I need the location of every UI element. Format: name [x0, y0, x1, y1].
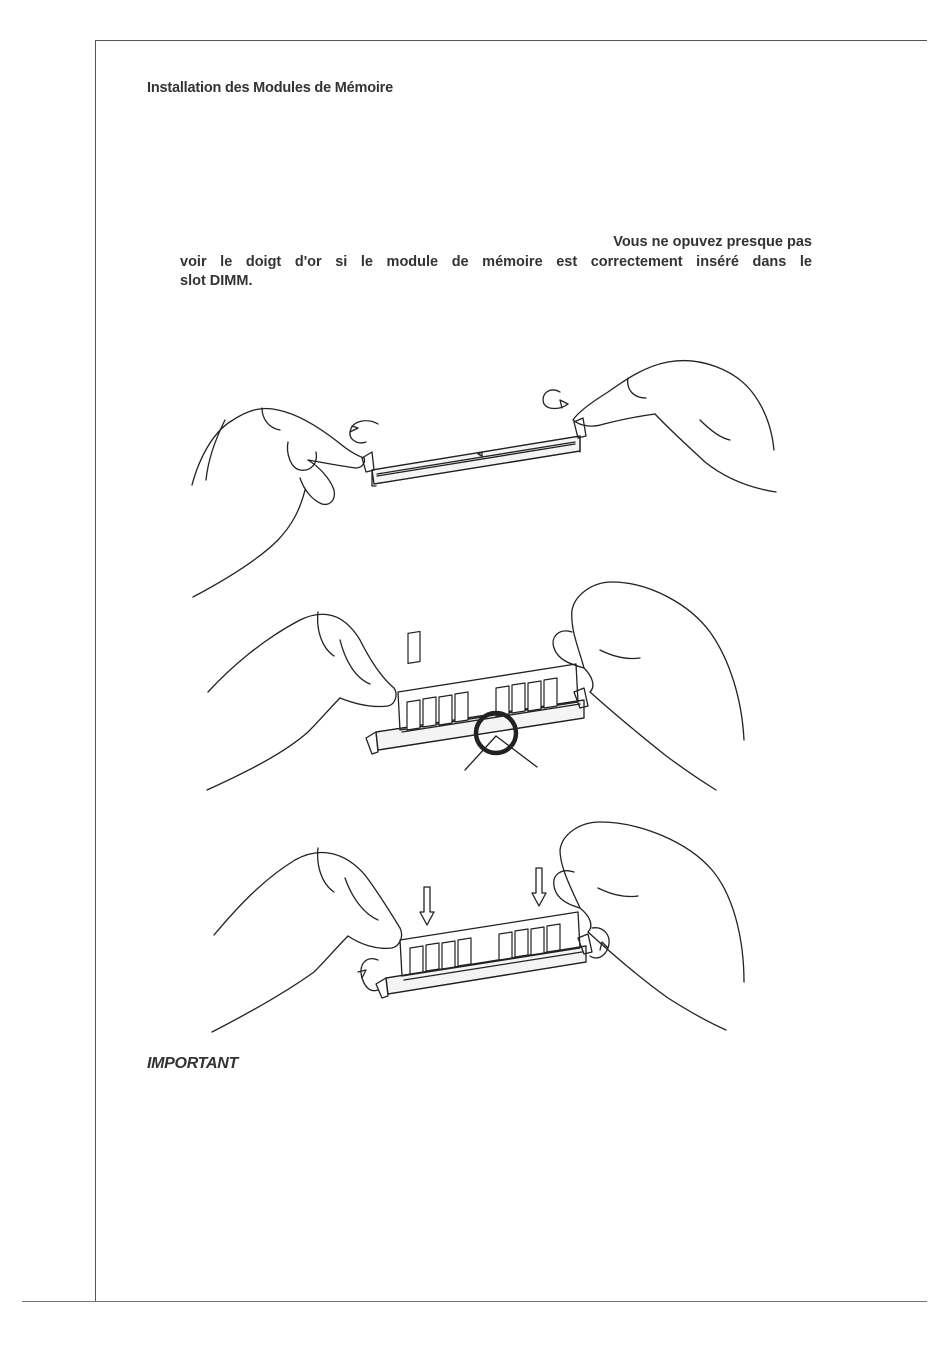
right-hand — [553, 582, 744, 790]
figure-step-3-insert-module — [212, 822, 744, 1032]
figure-step-1-open-clips — [192, 361, 776, 597]
note-line-2: voir le doigt d'or si le module de mémoire est correctement inséré dans le — [180, 253, 812, 270]
note-line-3: slot DIMM. — [180, 273, 253, 289]
down-arrow-right-icon — [532, 868, 546, 906]
figure-step-2-align-notch — [207, 582, 744, 790]
right-hand — [554, 822, 744, 1030]
dimm-slot — [362, 418, 586, 486]
rotate-arrow-left-icon — [350, 421, 378, 443]
left-hand — [207, 612, 396, 790]
down-arrow-left-icon — [420, 887, 434, 925]
rotate-arrow-right-icon — [543, 390, 568, 409]
left-hand — [212, 848, 402, 1032]
left-hand — [192, 408, 365, 597]
right-hand — [573, 361, 776, 492]
rotate-arrow-left-icon — [358, 959, 378, 991]
section-title: Installation des Modules de Mémoire — [147, 80, 393, 96]
note-line-1: Vous ne opuvez presque pas — [613, 234, 812, 250]
important-heading: IMPORTANT — [147, 1055, 238, 1072]
